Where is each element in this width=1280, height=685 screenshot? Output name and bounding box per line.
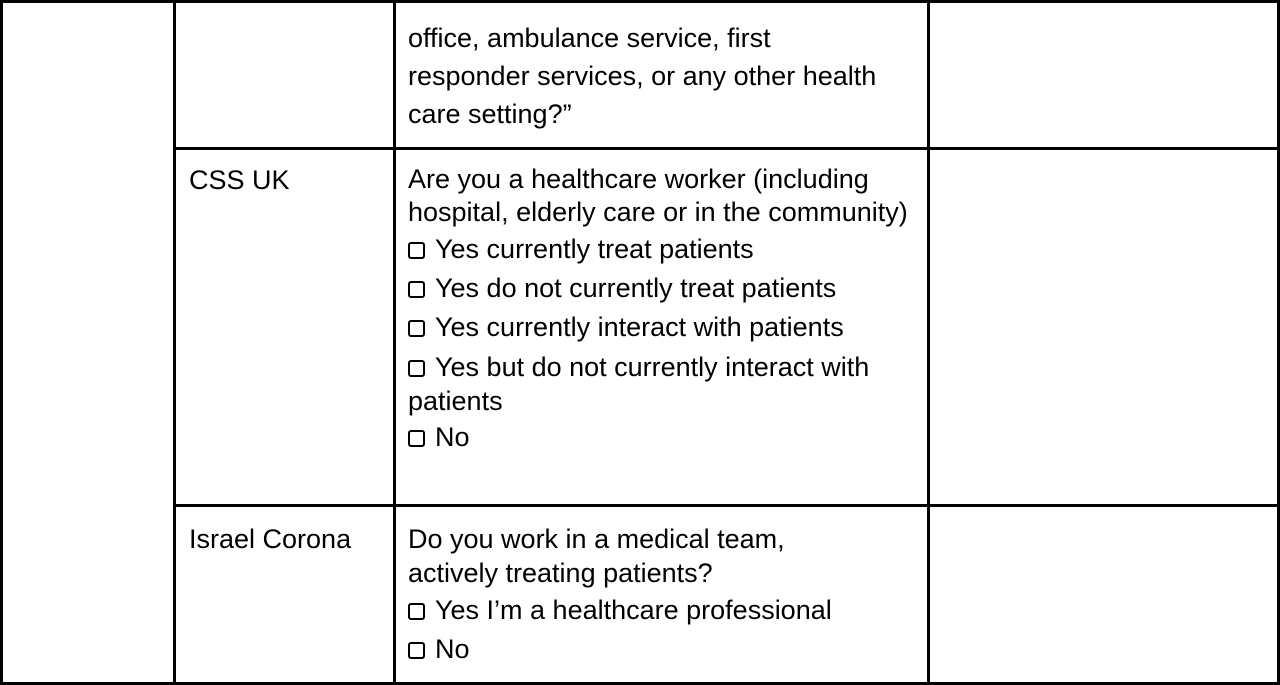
table-border-left [0, 0, 3, 685]
source-cell-css-uk: CSS UK [189, 165, 290, 195]
table-border-top [0, 0, 1280, 3]
checkbox-icon[interactable] [408, 430, 425, 447]
option-item [408, 308, 923, 347]
question-line: office, ambulance service, first [408, 23, 771, 53]
option-label: No [435, 422, 470, 452]
question-cell-css-uk [408, 163, 923, 457]
table-row-divider-1 [173, 147, 1280, 150]
option-label: Yes do not currently treat patients [435, 273, 837, 303]
question-cell-israel-corona [408, 522, 923, 669]
source-cell-israel-corona: Israel Corona [189, 524, 352, 554]
checkbox-icon[interactable] [408, 242, 425, 259]
table-border-col3 [927, 0, 930, 685]
option-item [408, 350, 923, 418]
option-item [408, 269, 923, 308]
option-item [408, 630, 923, 669]
question-line: responder services, or any other health [408, 61, 877, 91]
option-label: Yes currently interact with patients [435, 312, 844, 342]
checkbox-icon[interactable] [408, 642, 425, 659]
option-item [408, 591, 923, 630]
question-line: care setting?” [408, 99, 572, 129]
option-label: Yes but do not currently interact with patients [408, 352, 870, 416]
question-text: Do you work in a medical team, actively treating patients? [408, 524, 785, 588]
checkbox-icon[interactable] [408, 603, 425, 620]
question-cell-continued [408, 19, 923, 133]
option-item [408, 230, 923, 269]
checkbox-icon[interactable] [408, 281, 425, 298]
table-border-col1 [173, 0, 176, 685]
checkbox-icon[interactable] [408, 320, 425, 337]
option-label: Yes I’m a healthcare professional [435, 595, 832, 625]
checkbox-icon[interactable] [408, 360, 425, 377]
option-item [408, 418, 923, 457]
table-border-col2 [393, 0, 396, 685]
table-row-divider-2 [173, 504, 1280, 507]
option-label: Yes currently treat patients [435, 234, 754, 264]
option-label: No [435, 634, 470, 664]
question-text: Are you a healthcare worker (including hospital, elderly care or in the community) [408, 164, 908, 227]
